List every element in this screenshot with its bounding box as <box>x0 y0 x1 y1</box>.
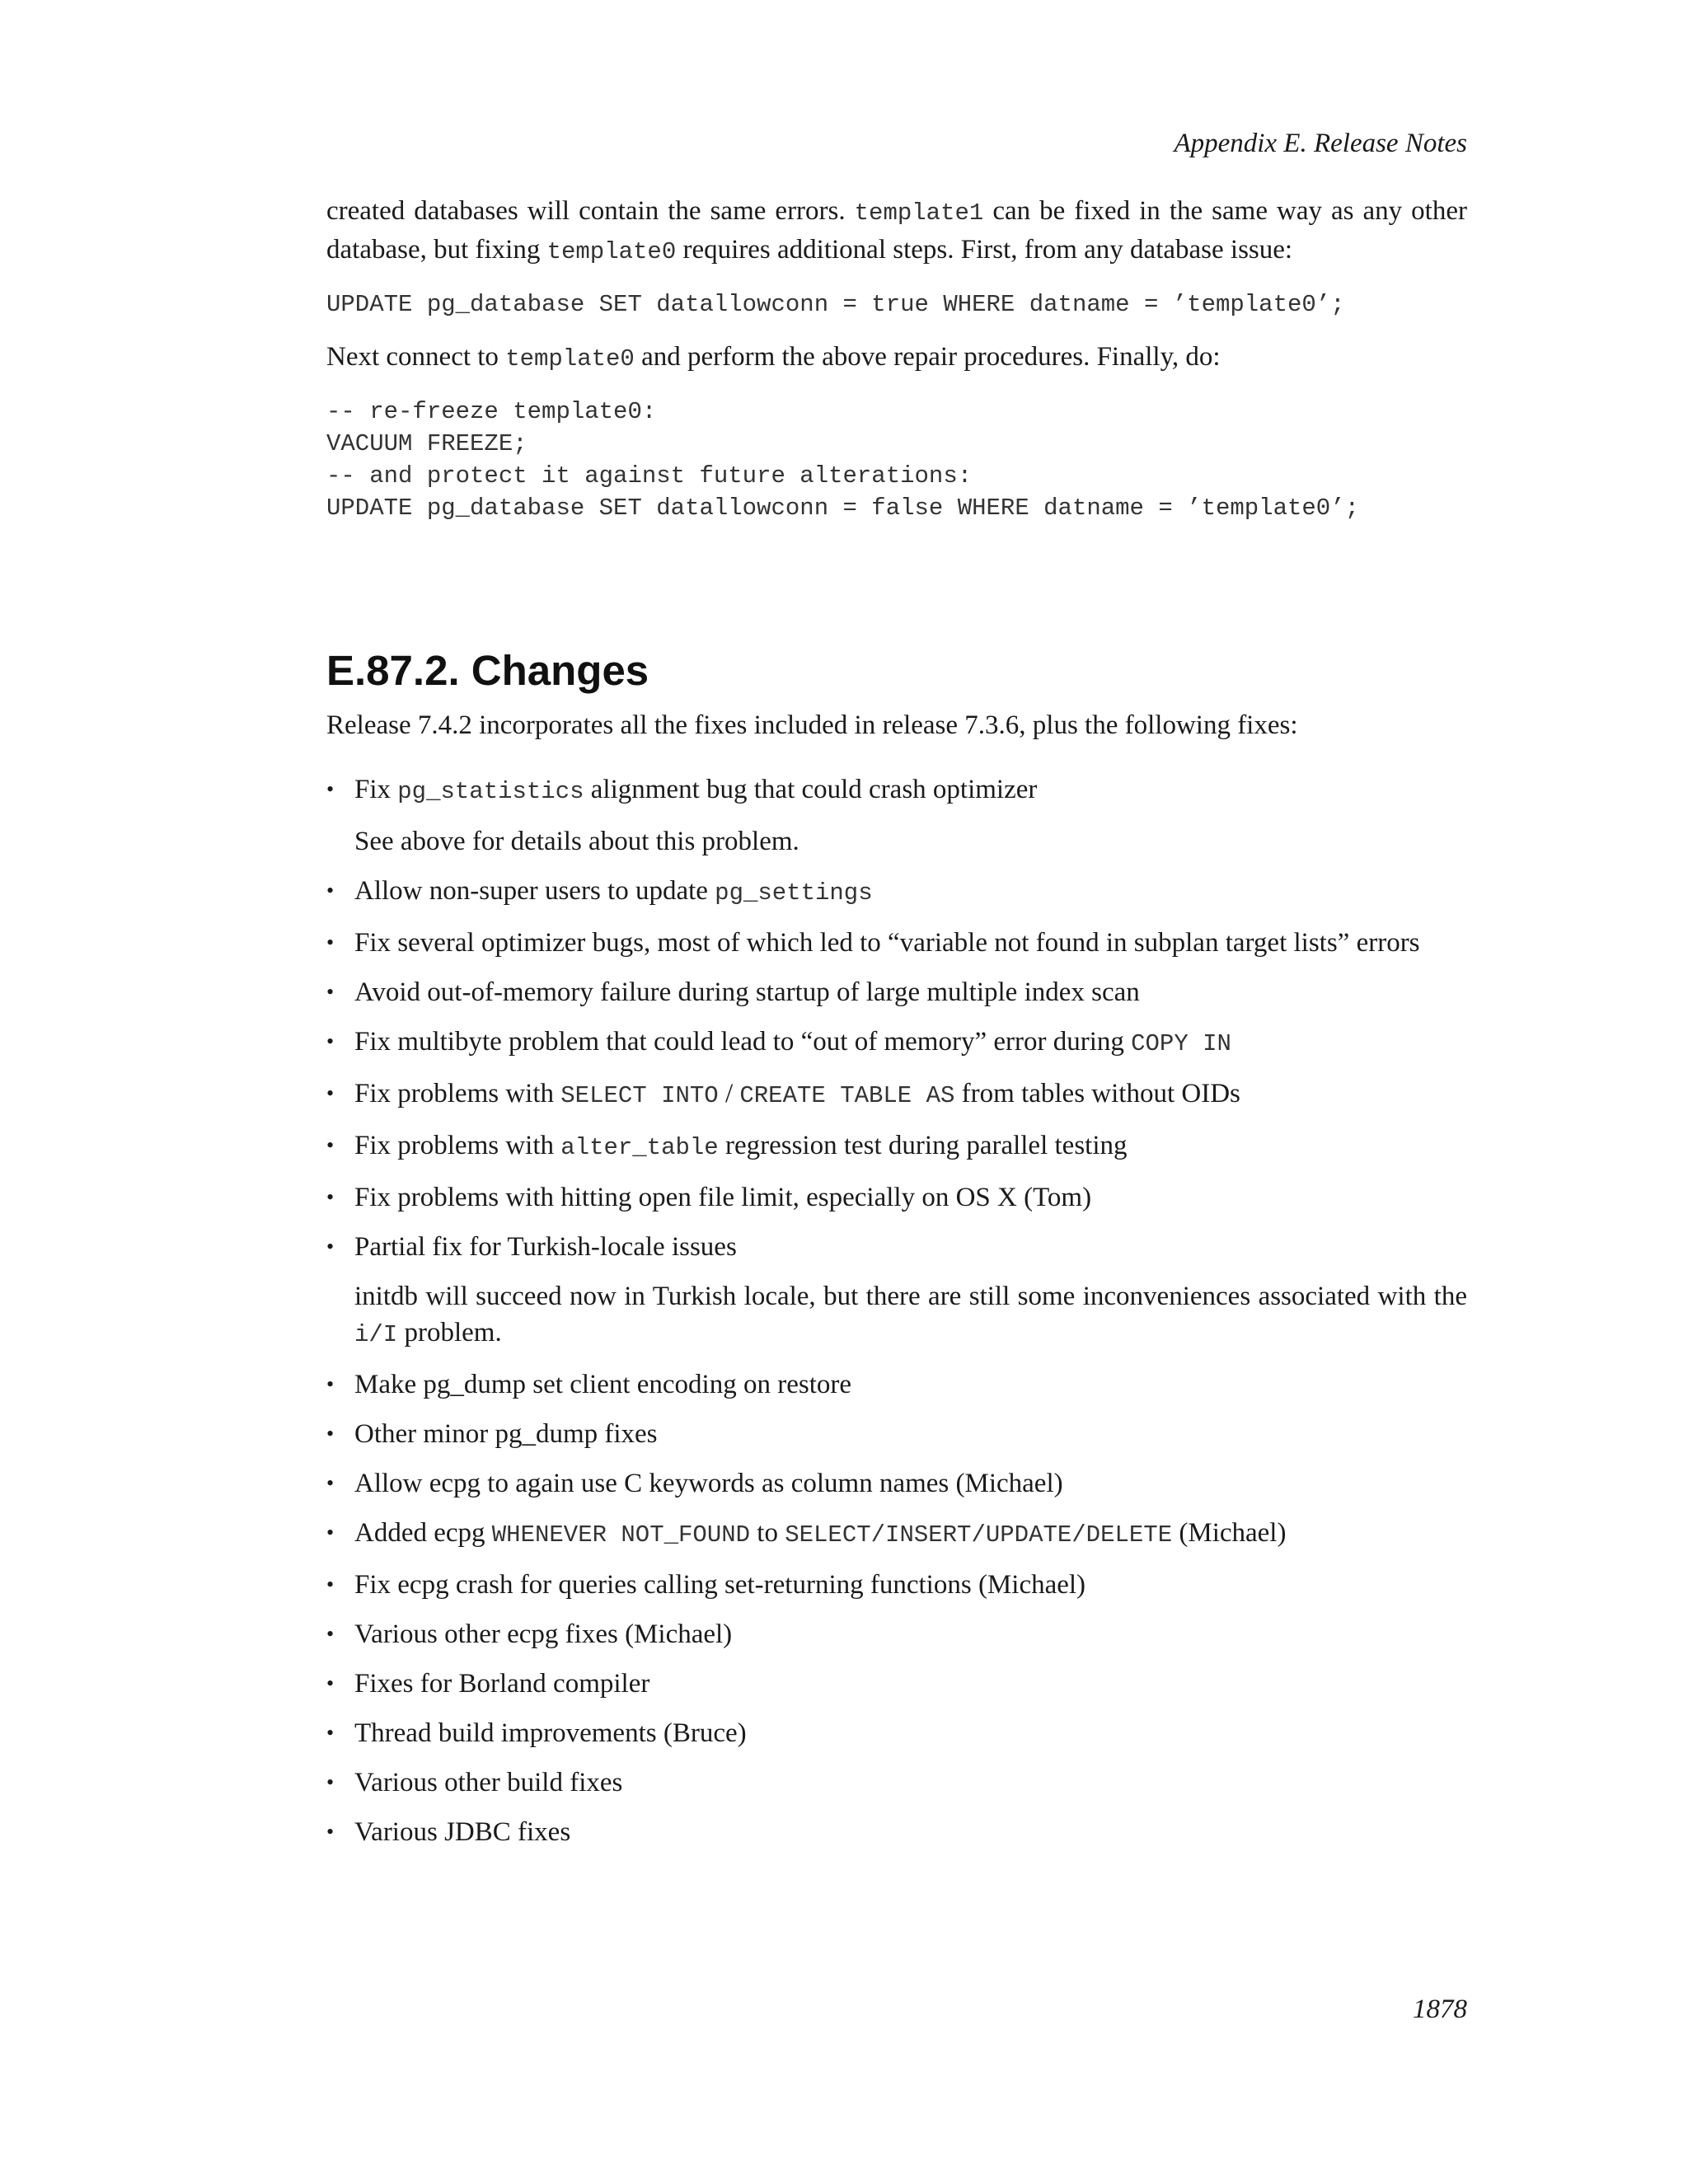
bullet-icon: • <box>326 1133 335 1157</box>
list-item <box>326 1616 1467 1652</box>
item-note <box>354 1278 1467 1353</box>
text-run: Fix ecpg crash for queries calling set-returning functions (Michael) <box>354 1570 1086 1600</box>
bullet-icon: • <box>326 879 335 902</box>
text-run: and perform the above repair procedures. Finally, do: <box>634 342 1221 372</box>
text-run: Make pg_dump set client encoding on restore <box>354 1370 852 1399</box>
list-item <box>326 771 1467 860</box>
list-item <box>326 1515 1467 1554</box>
code-block-refreeze: -- re-freeze template0: VACUUM FREEZE; -- and protect it against future alterations: UPDATE pg_database SET datallowconn = false WHERE datname = ’template0’; <box>326 398 1360 522</box>
inline-code: template0 <box>546 238 677 265</box>
list-item <box>326 1229 1467 1353</box>
bullet-icon: • <box>326 1185 335 1209</box>
bullet-icon: • <box>326 1671 335 1695</box>
inline-code: CREATE TABLE AS <box>739 1082 955 1109</box>
text-run: Fix several optimizer bugs, most of which led to “variable not found in subplan target lists” errors <box>354 928 1420 958</box>
bullet-icon: • <box>326 1029 335 1053</box>
inline-code: WHENEVER NOT_FOUND <box>491 1521 751 1549</box>
text-run: from tables without OIDs <box>954 1079 1240 1108</box>
text-run: requires additional steps. First, from any database issue: <box>676 235 1293 265</box>
list-item <box>326 1024 1467 1062</box>
section-lead: Release 7.4.2 incorporates all the fixes included in release 7.3.6, plus the following fixes: <box>326 710 1298 740</box>
bullet-icon: • <box>326 777 335 801</box>
item-note: See above for details about this problem. <box>354 827 799 856</box>
list-item <box>326 1416 1467 1452</box>
bullet-icon: • <box>326 1081 335 1105</box>
repair-paragraph <box>326 339 1467 377</box>
text-run: can be fixed in the same way as any other database, but fixing <box>326 196 1467 265</box>
text-run: created databases will contain the same errors. <box>326 196 855 226</box>
inline-code: i/I <box>354 1321 398 1348</box>
list-item <box>326 1465 1467 1502</box>
bullet-icon: • <box>326 1422 335 1446</box>
text-run: Various JDBC fixes <box>354 1817 571 1847</box>
inline-code: template0 <box>505 345 635 373</box>
text-run: Allow non-super users to update <box>354 876 715 906</box>
list-item <box>326 974 1467 1010</box>
intro-paragraph <box>326 193 1467 270</box>
bullet-icon: • <box>326 1721 335 1745</box>
bullet-icon: • <box>326 1235 335 1258</box>
text-run: Fix problems with <box>354 1079 561 1108</box>
text-run: Added ecpg <box>354 1518 492 1548</box>
text-run: Various other ecpg fixes (Michael) <box>354 1619 733 1649</box>
section-heading: E.87.2. Changes <box>326 647 649 694</box>
inline-code: SELECT INTO <box>560 1082 719 1109</box>
list-item <box>326 925 1467 961</box>
inline-code: alter_table <box>560 1134 719 1161</box>
inline-code: pg_statistics <box>397 778 584 805</box>
inline-code: COPY IN <box>1131 1030 1231 1057</box>
text-run: Various other build fixes <box>354 1768 623 1797</box>
text-run: Fixes for Borland compiler <box>354 1669 650 1699</box>
text-run: / <box>718 1079 740 1108</box>
bullet-icon: • <box>326 1622 335 1646</box>
text-run: Next connect to <box>326 342 506 372</box>
list-item <box>326 1814 1467 1850</box>
bullet-icon: • <box>326 1521 335 1544</box>
text-run: Fix problems with <box>354 1131 561 1160</box>
page-number: 1878 <box>1413 1994 1467 2024</box>
bullet-icon: • <box>326 1372 335 1396</box>
list-item <box>326 1567 1467 1603</box>
list-item <box>326 1179 1467 1216</box>
bullet-icon: • <box>326 1471 335 1495</box>
list-item <box>326 1765 1467 1801</box>
text-run: alignment bug that could crash optimizer <box>584 775 1038 804</box>
list-item <box>326 1715 1467 1751</box>
list-item <box>326 1366 1467 1403</box>
list-item <box>326 1076 1467 1114</box>
list-item <box>326 873 1467 912</box>
text-run: to <box>750 1518 785 1548</box>
text-run: (Michael) <box>1172 1518 1287 1548</box>
inline-code: template1 <box>854 199 984 227</box>
text-run: Fix <box>354 775 398 804</box>
text-run: Fix problems with hitting open file limit, especially on OS X (Tom) <box>354 1183 1092 1212</box>
text-run: initdb will succeed now in Turkish locale, but there are still some inconveniences associated with the <box>354 1282 1467 1311</box>
text-run: Thread build improvements (Bruce) <box>354 1718 747 1748</box>
text-run: problem. <box>397 1318 502 1347</box>
list-item <box>326 1666 1467 1702</box>
text-run: Partial fix for Turkish-locale issues <box>354 1232 737 1262</box>
bullet-icon: • <box>326 980 335 1004</box>
bullet-icon: • <box>326 1572 335 1596</box>
bullet-icon: • <box>326 930 335 954</box>
text-run: Allow ecpg to again use C keywords as column names (Michael) <box>354 1469 1063 1498</box>
inline-code: pg_settings <box>715 879 873 907</box>
code-block-enable-connections: UPDATE pg_database SET datallowconn = true WHERE datname = ’template0’; <box>326 291 1345 318</box>
text-run: Other minor pg_dump fixes <box>354 1419 658 1449</box>
fix-list <box>326 771 1467 1850</box>
running-header: Appendix E. Release Notes <box>1174 129 1467 158</box>
text-run: Avoid out-of-memory failure during startup of large multiple index scan <box>354 977 1140 1007</box>
text-run: regression test during parallel testing <box>718 1131 1128 1160</box>
page-body <box>326 193 1467 1850</box>
bullet-icon: • <box>326 1820 335 1844</box>
list-item <box>326 1127 1467 1166</box>
inline-code: SELECT/INSERT/UPDATE/DELETE <box>785 1521 1173 1549</box>
bullet-icon: • <box>326 1770 335 1794</box>
text-run: Fix multibyte problem that could lead to “out of memory” error during <box>354 1027 1132 1057</box>
